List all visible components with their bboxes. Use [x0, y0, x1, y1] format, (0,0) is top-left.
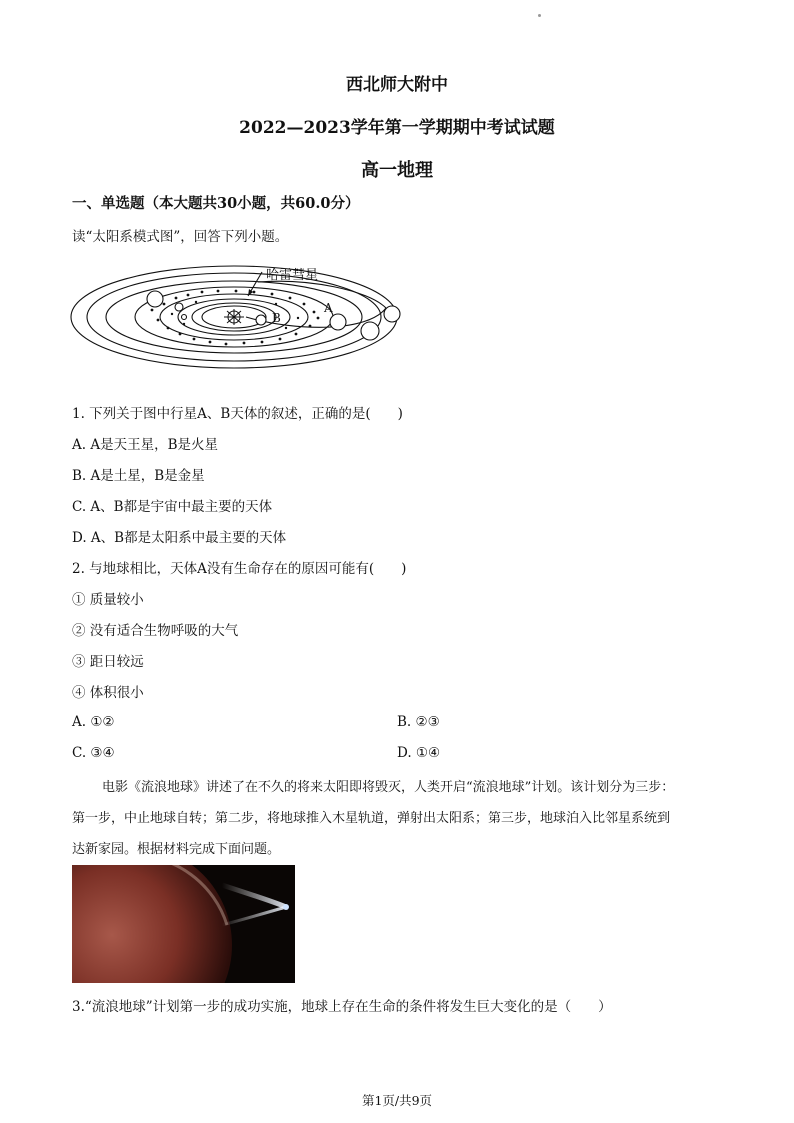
sun-icon	[224, 309, 244, 325]
intro-text: 读“太阳系模式图”，回答下列小题。	[72, 229, 289, 245]
solar-system-figure	[68, 262, 408, 374]
passage-line-2: 第一步，中止地球自转；第二步，将地球推入木星轨道，弹射出太阳系；第三步，地球泊入比邻星系统到	[72, 811, 671, 826]
q2-option-c[interactable]: C. ③④	[72, 745, 115, 761]
subject-title: 高一地理	[361, 160, 433, 181]
q2-option-d[interactable]: D. ①④	[397, 745, 441, 761]
q1-option-b[interactable]: B. A是土星，B是金星	[72, 468, 205, 484]
earth-icon	[283, 904, 289, 910]
label-a: A	[324, 301, 333, 315]
term-title: 2022—2023学年第一学期期中考试试题	[239, 118, 555, 138]
q3-stem: 3.“流浪地球”计划第一步的成功实施，地球上存在生命的条件将发生巨大变化的是（ ）	[72, 999, 612, 1015]
page-number: 第1页/共9页	[361, 1093, 433, 1108]
passage-line-3: 达新家园。根据材料完成下面问题。	[72, 842, 281, 857]
school-title: 西北师大附中	[346, 75, 448, 95]
section-heading: 一、单选题（本大题共30小题，共60.0分）	[72, 195, 360, 212]
comet-label: 哈雷彗星	[266, 268, 319, 283]
q2-stem: 2. 与地球相比，天体A没有生命存在的原因可能有( )	[72, 561, 407, 577]
q1-option-a[interactable]: A. A是天王星，B是火星	[72, 437, 219, 453]
passage-line-1: 电影《流浪地球》讲述了在不久的将来太阳即将毁灭，人类开启“流浪地球”计划。该计划分为三步：	[102, 780, 675, 795]
q1-stem: 1. 下列关于图中行星A、B天体的叙述，正确的是( )	[72, 406, 403, 422]
q2-option-a[interactable]: A. ①②	[72, 714, 115, 730]
q2-item-1: ① 质量较小	[72, 592, 144, 608]
q2-item-3: ③ 距日较远	[72, 654, 144, 670]
q2-item-4: ④ 体积很小	[72, 685, 144, 701]
wandering-earth-photo	[72, 865, 295, 983]
label-b: B	[272, 311, 281, 325]
q2-item-2: ② 没有适合生物呼吸的大气	[72, 623, 239, 639]
q2-option-b[interactable]: B. ②③	[397, 714, 440, 730]
q1-option-d[interactable]: D. A、B都是太阳系中最主要的天体	[72, 530, 287, 546]
q1-option-c[interactable]: C. A、B都是宇宙中最主要的天体	[72, 499, 273, 515]
scan-dot	[538, 14, 541, 17]
